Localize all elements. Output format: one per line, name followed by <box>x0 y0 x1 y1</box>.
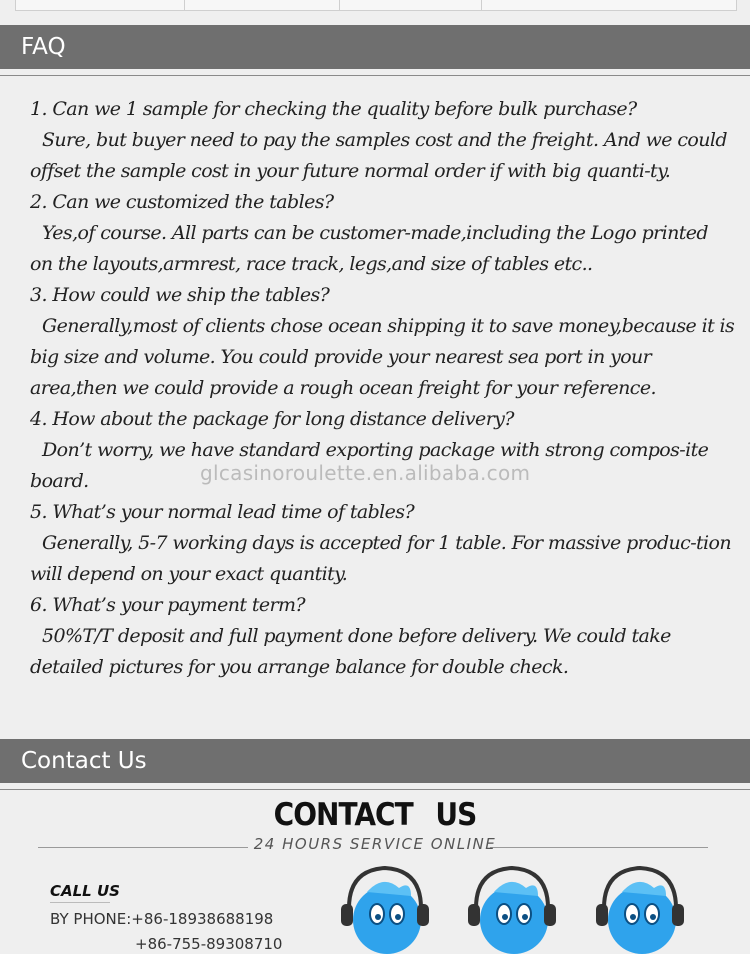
faq-question-3: 3. How could we ship the tables? <box>30 284 330 306</box>
contact-header-rule <box>0 789 750 790</box>
phone-number-2[interactable]: +86-755-89308710 <box>135 935 283 953</box>
contact-title: CONTACT US <box>273 796 477 833</box>
phone-number-1[interactable]: BY PHONE:+86-18938688198 <box>50 910 274 928</box>
call-us-rule <box>50 902 110 903</box>
faq-answer-5: Generally, 5-7 working days is accepted for 1 table. For massive produc-tion will depend on your exact quantity. <box>30 532 732 585</box>
faq-answer-4: Don’t worry, we have standard exporting package with strong compos-ite board. <box>30 439 709 492</box>
faq-question-4: 4. How about the package for long distance delivery? <box>30 408 514 430</box>
faq-question-6: 6. What’s your payment term? <box>30 594 306 616</box>
faq-list <box>30 94 735 683</box>
faq-question-1: 1. Can we 1 sample for checking the quality before bulk purchase? <box>30 98 637 120</box>
faq-question-5: 5. What’s your normal lead time of tables? <box>30 501 415 523</box>
customer-service-headset-icon[interactable] <box>464 862 560 954</box>
faq-header: FAQ <box>0 25 750 69</box>
contact-header: Contact Us <box>0 739 750 783</box>
store-watermark: glcasinoroulette.en.alibaba.com <box>200 461 531 485</box>
faq-answer-1: Sure, but buyer need to pay the samples cost and the freight. And we could offset the sample cost in your future normal order if with big quanti-ty. <box>30 129 727 182</box>
customer-service-headset-icon[interactable] <box>337 862 433 954</box>
customer-service-headset-icon[interactable] <box>592 862 688 954</box>
faq-answer-6: 50%T/T deposit and full payment done before delivery. We could take detailed pictures for you arrange balance for double check. <box>30 625 671 678</box>
call-us-label: CALL US <box>50 882 120 900</box>
faq-question-2: 2. Can we customized the tables? <box>30 191 334 213</box>
faq-answer-3: Generally,most of clients chose ocean shipping it to save money,because it is big size and volume. You could provide your nearest sea port in your area,then we could provide a rough ocean freight for your reference. <box>30 315 735 399</box>
faq-header-rule <box>0 75 750 76</box>
faq-answer-2: Yes,of course. All parts can be customer-made,including the Logo printed on the layouts,armrest, race track, legs,and size of tables etc.. <box>30 222 708 275</box>
hours-subtitle: 24 HOURS SERVICE ONLINE <box>253 835 497 853</box>
spec-table-remnant <box>15 0 737 11</box>
